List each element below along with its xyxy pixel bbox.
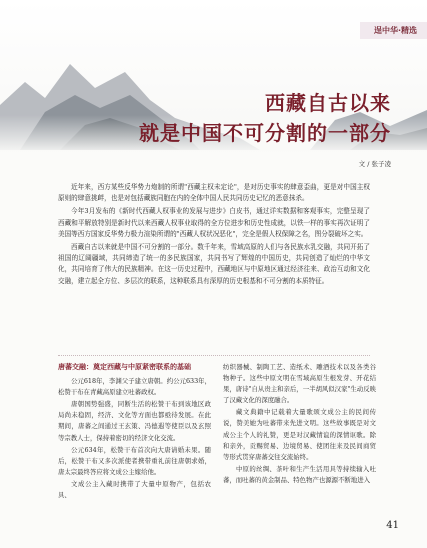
intro-paragraph: 近年来，西方某些反华势力炮制的所谓"西藏主权未定论"，是对历史事实的肆意歪曲，更是对中国主权原则的肆意挑衅，也是对包括藏族同胞在内的全体中国人民共同历史记忆的恶意抹杀。 bbox=[58, 183, 370, 203]
body-paragraph: 纺织器械、制陶工艺、造纸术、雕酒技术以及各类谷物种子。这些中原文明在雪域高原生根发芽、开花结果，唐诗"自从贵主和亲后，一半胡风似汉家"生动反映了汉藏文化的深度融合。 bbox=[223, 363, 376, 405]
intro-paragraph: 西藏自古以来就是中国不可分割的一部分。数千年来，雪域高原的人们与各民族水乳交融，共同开拓了祖国的辽阔疆域，共同缔造了统一的多民族国家，共同书写了辉煌的中国历史，共同创造了灿烂的中华文化，共同培育了伟大的民族精神。在这一历史过程中，西藏地区与中原地区通过经济往来、政治互动和文化交融，建立起全方位、多层次的联系，这种联系具有深厚的历史根基和不可分割的本质特征。 bbox=[58, 243, 370, 285]
title-line-1: 西藏自古以来 bbox=[265, 91, 391, 115]
page-number: 41 bbox=[386, 520, 399, 531]
body-paragraph: 中原的丝绸、茶叶和生产生活用具等持续输入吐蕃，而吐蕃的黄金制品、特色物产也源源不断地进入 bbox=[223, 464, 376, 484]
left-column bbox=[58, 362, 211, 502]
intro-paragraph: 今年3月发布的《新时代西藏人权事业的发展与进步》白皮书，通过详实数据和客观事实，完整呈现了西藏和平解放特别是新时代以来西藏人权事业取得的全方位进步和历史性成就，以铁一样的事实再次证明了美国等西方国家反华势力极力渲染所谓的"西藏人权状况恶化"，完全是假人权保障之名，图分裂破坏之实。 bbox=[58, 207, 370, 238]
intro-text bbox=[58, 182, 370, 289]
right-column bbox=[223, 362, 376, 487]
body-paragraph: 文成公主入藏时携带了大量中原物产，包括农具、 bbox=[58, 479, 211, 500]
body-paragraph: 藏文典籍中记载着大量歌颂文成公主的民间传说，赞美她为吐蕃带来先进文明。这些故事既是对文成公主个人的礼赞，更是对汉藏情谊的深情讴歌。除和亲外，贡赐贸易、边境贸易、使团往来及民间商贸等形式贯穿唐蕃交往交流始终。 bbox=[223, 408, 376, 461]
author-byline: 文 / 张子凌 bbox=[358, 160, 391, 168]
body-paragraph: 唐朝国势强盛，同断生活的松赞干布到该地区政局尚未稳固，经济、文化等方面也都亟待发展。在此期间，唐蕃之间通过王玄策、冯德遐等使臣以及玄照等宗教人士，保持着密切的经济文化交流。 bbox=[58, 400, 211, 442]
article-title bbox=[139, 88, 391, 148]
body-paragraph: 公元634年，松赞干布首次向大唐请婚未果。随后，松赞干布又多次派使者携带重礼前往唐朝求婚，唐太宗最终答应将文成公主嫁给他。 bbox=[58, 445, 211, 476]
title-line-2: 就是中国不可分割的一部分 bbox=[139, 121, 391, 145]
section-divider bbox=[58, 355, 370, 356]
section-heading: 唐蕃交融：奠定西藏与中原紧密联系的基础 bbox=[58, 363, 191, 371]
section-tag: 逞中华·精选 bbox=[360, 22, 427, 39]
body-paragraph: 公元618年，李渊父子建立唐朝。约公元633年，松赞干布在青藏高原建立吐蕃政权。 bbox=[58, 377, 211, 397]
